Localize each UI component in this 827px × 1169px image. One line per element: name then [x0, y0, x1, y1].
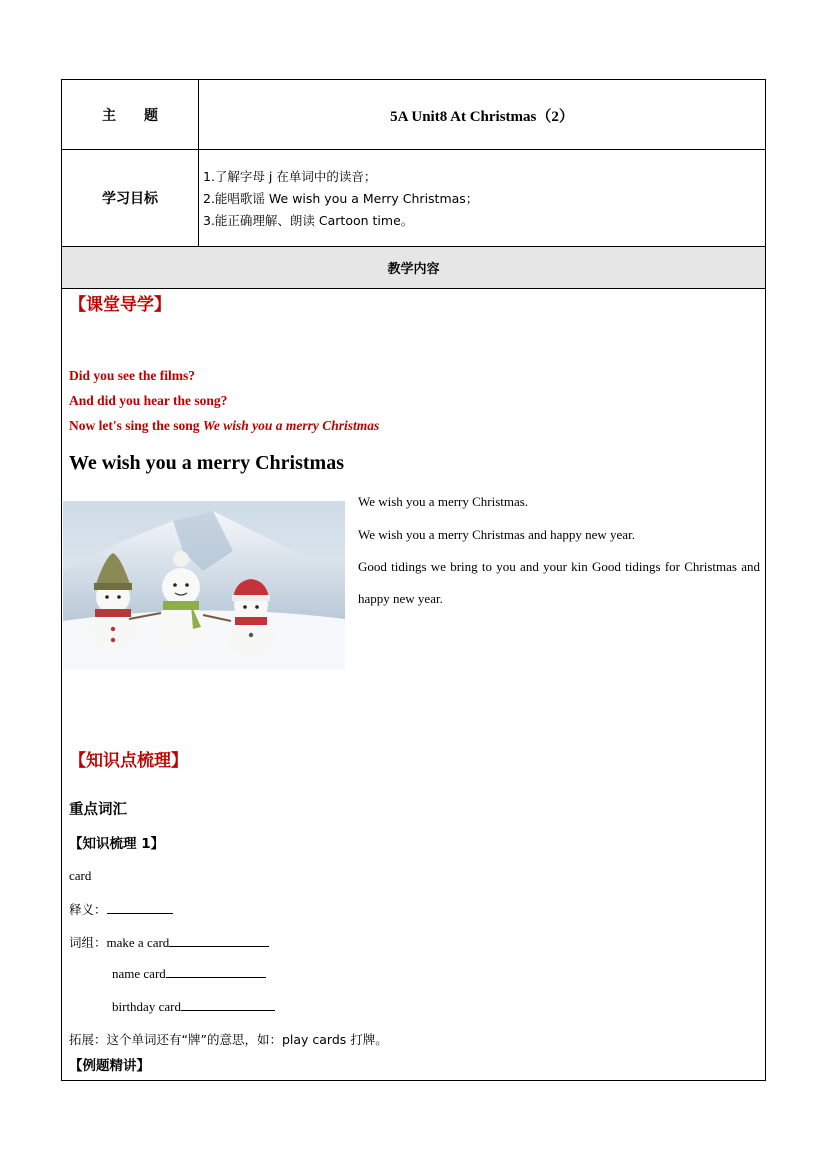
- lyric-line: We wish you a merry Christmas and happy new year.: [358, 527, 635, 542]
- knowledge-title: 【知识点梳理】: [69, 751, 188, 771]
- phrase-blank[interactable]: [169, 934, 269, 947]
- song-lyrics: [358, 485, 760, 615]
- topic-value: 5A Unit8 At Christmas（2）: [390, 109, 574, 125]
- meaning-row: [69, 900, 173, 918]
- phrase-item: make a card: [106, 935, 170, 950]
- lesson-table: [61, 79, 766, 1081]
- phrase-blank[interactable]: [166, 965, 266, 978]
- question-2: And did you hear the song?: [69, 393, 228, 408]
- key-vocab-subtitle: 重点词汇: [69, 802, 127, 818]
- vocab-word: card: [69, 868, 92, 883]
- example-title: 【例题精讲】: [69, 1058, 150, 1074]
- row-divider: [62, 149, 765, 150]
- goal-item: 3.能正确理解、朗读 Cartoon time。: [203, 213, 414, 228]
- topic-label: 主 题: [102, 108, 158, 124]
- knowledge-block-title: 【知识梳理 1】: [69, 836, 165, 852]
- extension-note: 拓展：这个单词还有“牌”的意思，如：play cards 打牌。: [69, 1032, 388, 1047]
- phrase-row: [112, 998, 275, 1015]
- question-3: [69, 418, 379, 434]
- phrase-row: [112, 965, 266, 982]
- phrase-blank[interactable]: [181, 998, 275, 1011]
- goal-item: 1.了解字母 j 在单词中的读音；: [203, 169, 377, 184]
- meaning-blank[interactable]: [107, 901, 173, 914]
- question-3-prefix: Now let's sing the song: [69, 418, 203, 433]
- phrase-item: birthday card: [112, 999, 181, 1014]
- question-1: Did you see the films?: [69, 368, 195, 383]
- lyric-line: Good tidings we bring to you and your kin Good tidings for Christmas and happy new year.: [358, 559, 760, 606]
- intro-title: 【课堂导学】: [69, 295, 171, 315]
- goals-label: 学习目标: [102, 191, 158, 207]
- snowmen-image: [63, 501, 345, 670]
- meaning-label: 释义：: [69, 902, 107, 917]
- song-name: We wish you a merry Christmas: [202, 418, 380, 433]
- lyric-line: We wish you a merry Christmas.: [358, 494, 529, 509]
- song-title: We wish you a merry Christmas: [69, 452, 344, 474]
- phrase-label: 词组：: [69, 935, 107, 950]
- phrase-row: [69, 933, 269, 951]
- row-divider: [62, 288, 765, 289]
- goal-item: 2.能唱歌谣 We wish you a Merry Christmas；: [203, 191, 479, 206]
- content-label: 教学内容: [387, 262, 440, 277]
- phrase-item: name card: [112, 966, 166, 981]
- goals-list: [203, 166, 478, 232]
